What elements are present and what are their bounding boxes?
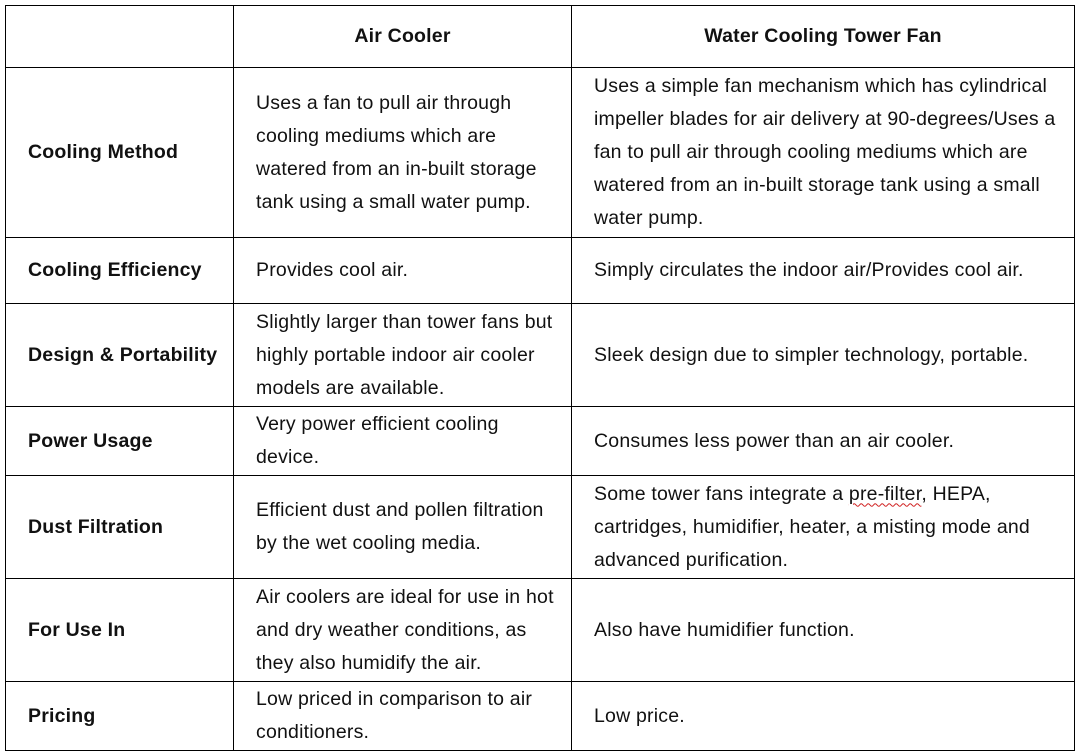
table-row: [6, 682, 1075, 751]
table-row: [6, 476, 1075, 579]
tower-fan-cell: Uses a simple fan mechanism which has cylindrical impeller blades for air delivery at 90-degrees/Uses a fan to pull air through cooling mediums which are watered from an in-built storage tank using a small water pump.: [572, 68, 1075, 238]
spellcheck-marked-word: pre-filter: [848, 482, 922, 505]
air-cooler-cell: Efficient dust and pollen filtration by the wet cooling media.: [234, 476, 572, 579]
air-cooler-cell: Very power efficient cooling device.: [234, 407, 572, 476]
air-cooler-cell: Provides cool air.: [234, 238, 572, 304]
tower-fan-cell: Simply circulates the indoor air/Provides cool air.: [572, 238, 1075, 304]
table-row: [6, 68, 1075, 238]
header-corner-cell: [6, 6, 234, 68]
tower-fan-cell: Consumes less power than an air cooler.: [572, 407, 1075, 476]
tower-fan-cell: Sleek design due to simpler technology, portable.: [572, 304, 1075, 407]
tower-fan-text: Some tower fans integrate a: [594, 482, 849, 505]
air-cooler-cell: Uses a fan to pull air through cooling mediums which are watered from an in-built storage tank using a small water pump.: [234, 68, 572, 238]
row-label: For Use In: [6, 579, 234, 682]
table-row: [6, 579, 1075, 682]
air-cooler-cell: Slightly larger than tower fans but highly portable indoor air cooler models are available.: [234, 304, 572, 407]
row-label: Design & Portability: [6, 304, 234, 407]
comparison-table: [5, 5, 1075, 751]
tower-fan-text: , HEPA, cartridges, humidifier, heater, a misting mode and advanced purification.: [594, 482, 1030, 571]
header-tower-fan: Water Cooling Tower Fan: [572, 6, 1075, 68]
row-label: Dust Filtration: [6, 476, 234, 579]
header-air-cooler: Air Cooler: [234, 6, 572, 68]
tower-fan-cell: [572, 476, 1075, 579]
table-header-row: [6, 6, 1075, 68]
table-row: [6, 407, 1075, 476]
air-cooler-cell: Air coolers are ideal for use in hot and dry weather conditions, as they also humidify the air.: [234, 579, 572, 682]
row-label: Pricing: [6, 682, 234, 751]
row-label: Power Usage: [6, 407, 234, 476]
air-cooler-cell: Low priced in comparison to air conditioners.: [234, 682, 572, 751]
table-row: [6, 238, 1075, 304]
table-row: [6, 304, 1075, 407]
row-label: Cooling Method: [6, 68, 234, 238]
tower-fan-cell: Low price.: [572, 682, 1075, 751]
tower-fan-cell: Also have humidifier function.: [572, 579, 1075, 682]
row-label: Cooling Efficiency: [6, 238, 234, 304]
